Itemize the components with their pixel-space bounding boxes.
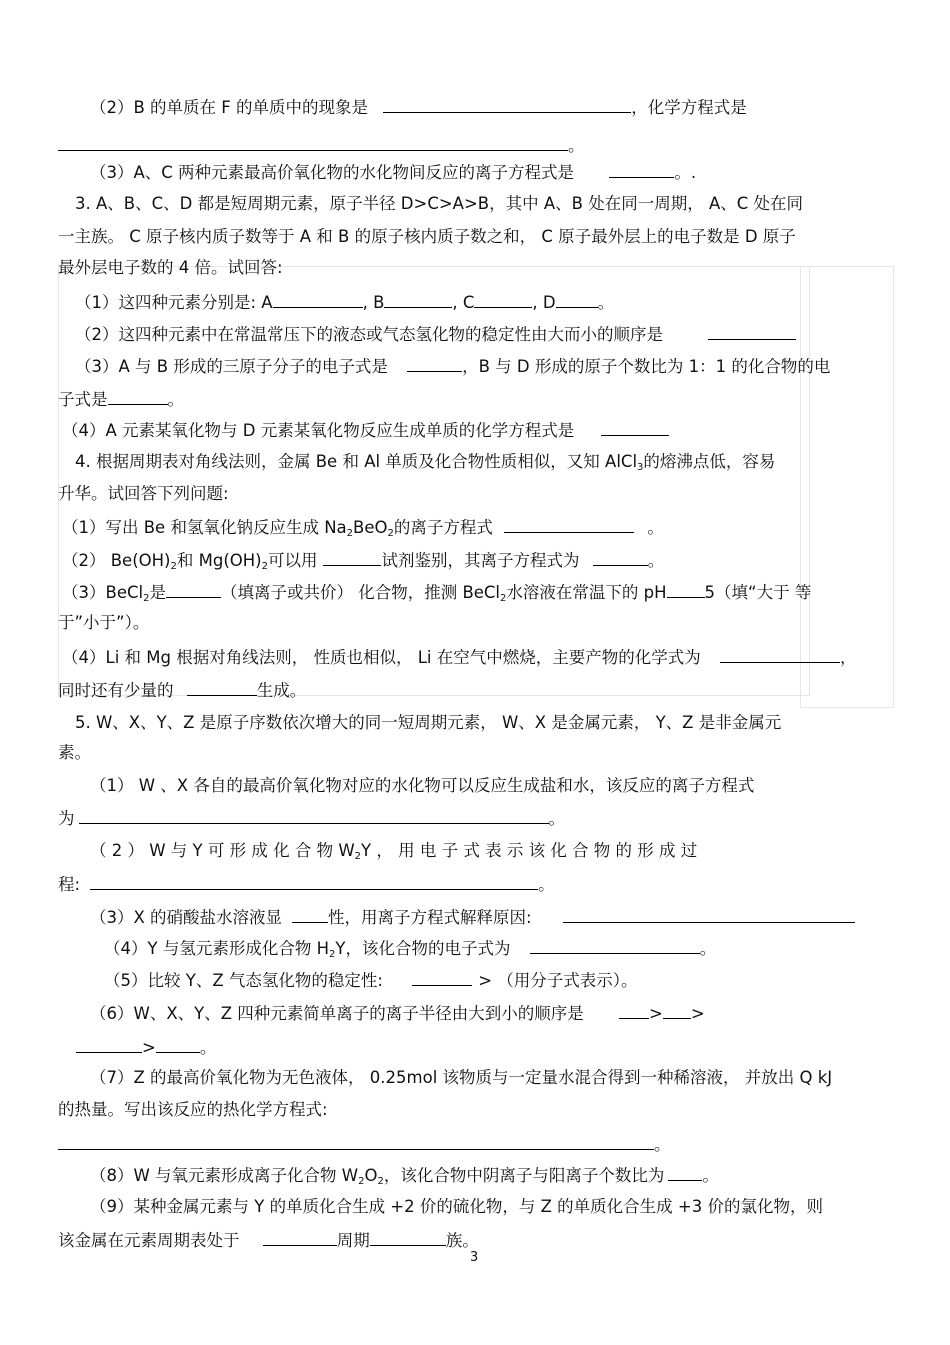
text: BeO bbox=[353, 518, 388, 537]
text: （2） Be(OH) bbox=[62, 551, 171, 570]
text: ， bbox=[839, 648, 857, 667]
text: ，该化合物中阴离子与阳离子个数比为 bbox=[383, 1166, 665, 1185]
answer-blank[interactable] bbox=[412, 968, 472, 986]
text: 。 bbox=[538, 875, 555, 894]
q3-sub1 bbox=[75, 290, 614, 314]
subscript: 2 bbox=[170, 561, 177, 572]
text: 5（填“大于 等 bbox=[704, 583, 812, 602]
q3-sub4 bbox=[62, 418, 669, 442]
q4-intro-2: 升华。试回答下列问题: bbox=[58, 484, 229, 503]
answer-blank[interactable] bbox=[273, 290, 363, 308]
text: （4）A 元素某氧化物与 D 元素某氧化物反应生成单质的化学方程式是 bbox=[62, 421, 575, 440]
text: （1）写出 Be 和氢氧化钠反应生成 Na bbox=[62, 518, 347, 537]
answer-blank[interactable] bbox=[58, 133, 568, 151]
text: 试剂鉴别，其离子方程式为 bbox=[381, 551, 580, 570]
text: 程: bbox=[58, 875, 81, 894]
text: 。 bbox=[647, 518, 664, 537]
text: （5）比较 Y、Z 气态氢化物的稳定性: bbox=[104, 971, 383, 990]
answer-blank[interactable] bbox=[720, 645, 840, 663]
text: > bbox=[649, 1004, 663, 1023]
text: （6）W、X、Y、Z 四种元素简单离子的离子半径由大到小的顺序是 bbox=[90, 1004, 584, 1023]
q4-sub3-line2: 于”小于”）。 bbox=[58, 613, 150, 632]
subscript: 2 bbox=[358, 1176, 365, 1187]
text: 该金属在元素周期表处于 bbox=[58, 1231, 240, 1250]
text: > bbox=[142, 1038, 156, 1057]
q4-sub3-line1 bbox=[62, 580, 811, 604]
q5-sub9-line2 bbox=[58, 1228, 479, 1252]
text: ，B 与 D 形成的原子个数比为 1：1 的化合物的电 bbox=[462, 357, 831, 376]
text: （4）Li 和 Mg 根据对角线法则， 性质也相似， Li 在空气中燃烧，主要产物的化学式为 bbox=[62, 648, 701, 667]
text: , B bbox=[362, 293, 385, 312]
text: 4. 根据周期表对角线法则，金属 Be 和 Al 单质及化合物性质相似，又知 AlCl bbox=[75, 452, 638, 471]
text: 。 bbox=[597, 293, 615, 312]
text: （8）W 与氧元素形成离子化合物 W bbox=[90, 1166, 359, 1185]
text: 周期 bbox=[336, 1231, 370, 1250]
answer-blank[interactable] bbox=[530, 936, 700, 954]
text: 。 bbox=[702, 1166, 719, 1185]
q5-sub1-line1: （1） W 、X 各自的最高价氧化物对应的水化物可以反应生成盐和水，该反应的离子方程式 bbox=[90, 776, 755, 795]
page-number: 3 bbox=[470, 1250, 479, 1265]
text: （4）Y 与氢元素形成化合物 H bbox=[104, 939, 329, 958]
text: , C bbox=[452, 293, 475, 312]
text: 。 bbox=[548, 809, 565, 828]
text: （2）B 的单质在 F 的单质中的现象是 bbox=[90, 98, 369, 117]
q5-sub7-line2: 的热量。写出该反应的热化学方程式: bbox=[58, 1100, 328, 1119]
text: ，化学方程式是 bbox=[631, 98, 747, 117]
q5-sub3 bbox=[90, 905, 855, 929]
text: Y，该化合物的电子式为 bbox=[335, 939, 511, 958]
q5-sub2-line2 bbox=[58, 872, 555, 896]
answer-blank[interactable] bbox=[187, 678, 257, 696]
answer-blank[interactable] bbox=[79, 806, 549, 824]
subscript: 2 bbox=[354, 851, 362, 862]
text: （ 2 ） W 与 Y 可 形 成 化 合 物 W bbox=[90, 841, 355, 860]
answer-blank[interactable] bbox=[474, 290, 532, 308]
text: （3）X 的硝酸盐水溶液显 bbox=[90, 908, 283, 927]
q5-sub8 bbox=[90, 1163, 719, 1187]
subscript: 2 bbox=[346, 528, 354, 539]
q3-sub2 bbox=[75, 322, 796, 346]
text: 生成。 bbox=[256, 681, 307, 700]
subscript: 2 bbox=[143, 593, 150, 604]
text: 性，用离子方程式解释原因: bbox=[328, 908, 532, 927]
text: （3）BeCl bbox=[62, 583, 144, 602]
answer-blank[interactable] bbox=[668, 1163, 702, 1181]
text: 族。 bbox=[445, 1231, 479, 1250]
answer-blank[interactable] bbox=[323, 548, 381, 566]
answer-blank[interactable] bbox=[609, 160, 674, 178]
answer-blank[interactable] bbox=[504, 515, 634, 533]
answer-blank[interactable] bbox=[556, 290, 598, 308]
text: （填离子或共价） 化合物，推测 BeCl bbox=[220, 583, 501, 602]
answer-blank[interactable] bbox=[156, 1035, 200, 1053]
subscript: 3 bbox=[637, 462, 644, 473]
subscript: 2 bbox=[328, 949, 336, 960]
answer-blank[interactable] bbox=[663, 1001, 691, 1019]
text: 。 bbox=[167, 390, 184, 409]
text: （3）A、C 两种元素最高价氧化物的水化物间反应的离子方程式是 bbox=[90, 163, 575, 182]
q4-sub2 bbox=[62, 548, 664, 572]
q5-sub4 bbox=[104, 936, 716, 960]
q5-sub1-line2 bbox=[58, 806, 565, 830]
text: 水溶液在常温下的 pH bbox=[506, 583, 667, 602]
answer-blank[interactable] bbox=[384, 290, 452, 308]
answer-blank[interactable] bbox=[383, 95, 631, 113]
text: 。 bbox=[199, 1038, 217, 1057]
q5-sub7-line3 bbox=[58, 1132, 671, 1156]
text: （1）这四种元素分别是: A bbox=[75, 293, 273, 312]
answer-blank[interactable] bbox=[58, 1132, 654, 1150]
q3-intro-3: 最外层电子数的 4 倍。试回答: bbox=[58, 258, 283, 277]
subscript: 2 bbox=[387, 528, 394, 539]
scan-frame-right bbox=[800, 266, 894, 708]
text: 为 bbox=[58, 809, 75, 828]
q3-sub3-line2 bbox=[58, 387, 184, 411]
text: 的熔沸点低，容易 bbox=[643, 452, 776, 471]
subscript: 2 bbox=[500, 593, 507, 604]
text: 的离子方程式 bbox=[393, 518, 493, 537]
q4-sub4-line1 bbox=[62, 645, 856, 669]
text: （2）这四种元素中在常温常压下的液态或气态氢化物的稳定性由大而小的顺序是 bbox=[75, 325, 663, 344]
answer-blank[interactable] bbox=[593, 548, 648, 566]
q2-sub3 bbox=[90, 160, 696, 184]
answer-blank[interactable] bbox=[76, 1035, 142, 1053]
q3-intro-2: 一主族。 C 原子核内质子数等于 A 和 B 的原子核内质子数之和， C 原子最外层上的电子数是 D 原子 bbox=[58, 227, 796, 246]
text: > bbox=[690, 1004, 705, 1023]
answer-blank[interactable] bbox=[108, 387, 168, 405]
q4-intro-1 bbox=[75, 451, 775, 473]
text: Y ， 用 电 子 式 表 示 该 化 合 物 的 形 成 过 bbox=[361, 841, 698, 860]
q5-sub9-line1: （9）某种金属元素与 Y 的单质化合生成 +2 价的硫化物，与 Z 的单质化合生成 +3 价的氯化物，则 bbox=[90, 1197, 823, 1216]
answer-blank[interactable] bbox=[166, 580, 221, 598]
answer-blank[interactable] bbox=[667, 580, 705, 598]
text: 。. bbox=[674, 163, 697, 182]
q5-sub5 bbox=[104, 968, 638, 992]
answer-blank[interactable] bbox=[407, 354, 462, 372]
text: O bbox=[364, 1166, 378, 1185]
text: > （用分子式表示）。 bbox=[478, 971, 638, 990]
answer-blank[interactable] bbox=[708, 322, 796, 340]
text: 和 Mg(OH) bbox=[176, 551, 262, 570]
q4-sub4-line2 bbox=[58, 678, 306, 702]
text: 子式是 bbox=[58, 390, 108, 409]
q4-sub1 bbox=[62, 515, 664, 539]
q2-sub2-line2 bbox=[58, 133, 585, 157]
q5-sub2-line1 bbox=[90, 840, 697, 862]
q5-intro-1: 5. W、X、Y、Z 是原子序数依次增大的同一短周期元素， W、X 是金属元素， Y、Z 是非金属元 bbox=[75, 713, 782, 732]
q5-sub7-line1: （7）Z 的最高价氧化物为无色液体， 0.25mol 该物质与一定量水混合得到一种稀溶液， 并放出 Q kJ bbox=[90, 1068, 833, 1087]
text: 。 bbox=[699, 939, 717, 958]
text: 。 bbox=[654, 1135, 671, 1154]
answer-blank[interactable] bbox=[601, 418, 669, 436]
answer-blank[interactable] bbox=[90, 872, 538, 890]
q3-sub3-line1 bbox=[75, 354, 830, 378]
q5-sub6-line1 bbox=[90, 1001, 705, 1025]
text: 。 bbox=[568, 136, 585, 155]
text: 同时还有少量的 bbox=[58, 681, 174, 700]
text: （3）A 与 B 形成的三原子分子的电子式是 bbox=[75, 357, 388, 376]
answer-blank[interactable] bbox=[370, 1228, 446, 1246]
subscript: 2 bbox=[261, 561, 268, 572]
q5-intro-2: 素。 bbox=[58, 743, 91, 762]
answer-blank[interactable] bbox=[563, 905, 855, 923]
text: 可以用 bbox=[267, 551, 318, 570]
q5-sub6-line2 bbox=[76, 1035, 216, 1059]
answer-blank[interactable] bbox=[292, 905, 328, 923]
text: 是 bbox=[149, 583, 166, 602]
subscript: 2 bbox=[377, 1176, 384, 1187]
q3-intro-1: 3. A、B、C、D 都是短周期元素，原子半径 D>C>A>B，其中 A、B 处在同一周期， A、C 处在同 bbox=[75, 194, 804, 213]
text: 。 bbox=[647, 551, 665, 570]
answer-blank[interactable] bbox=[263, 1228, 337, 1246]
q2-sub2-line1 bbox=[90, 95, 747, 119]
answer-blank[interactable] bbox=[619, 1001, 649, 1019]
text: , D bbox=[532, 293, 556, 312]
